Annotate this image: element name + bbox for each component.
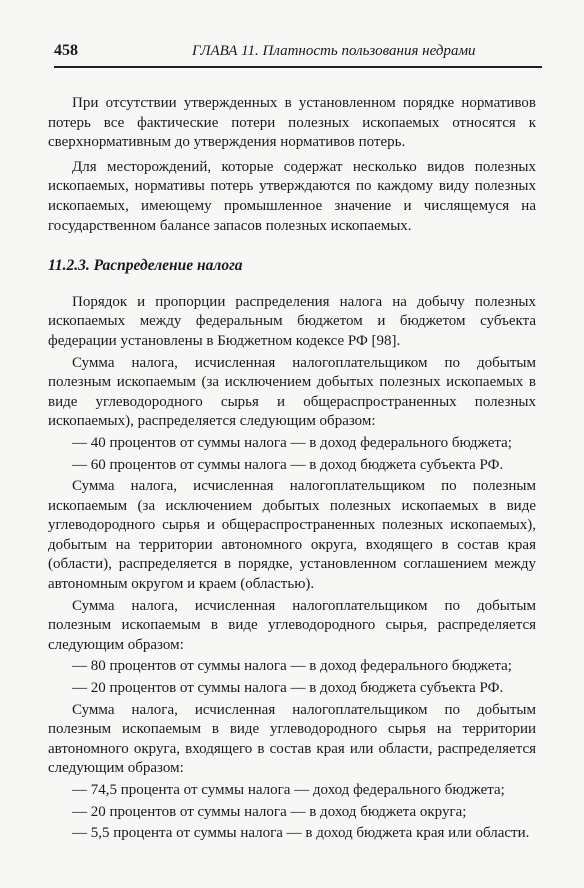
body-paragraph: Сумма налога, исчисленная налогоплательщиком по добытым полезным ископаемым в виде углеводородного сырья, распределяется следующим образом: [48, 597, 536, 653]
list-item: — 80 процентов от суммы налога — в доход федерального бюджета; [72, 658, 512, 675]
list-item: — 20 процентов от суммы налога — в доход бюджета округа; [72, 803, 467, 820]
list-item: — 20 процентов от суммы налога — в доход бюджета субъекта РФ. [72, 680, 504, 697]
body-paragraph: Сумма налога, исчисленная налогоплательщиком по добытым полезным ископаемым в виде углеводородного сырья на территории автономного округа, входящего в состав края или области, распределяется следующим образом: [48, 701, 536, 777]
intro-paragraph: Для месторождений, которые содержат несколько видов полезных ископаемых, нормативы потерь утверждаются по каждому виду полезных ископаемых, имеющему промышленное значение и числящемуся на государственном балансе запасов полезных ископаемых. [48, 158, 536, 234]
body-paragraph: Сумма налога, исчисленная налогоплательщиком по добытым полезным ископаемым (за исключением добытых полезных ископаемых в виде углеводородного сырья и общераспространенных полезных ископаемых), распределяется следующим образом: [48, 354, 536, 430]
list-item: — 5,5 процента от суммы налога — в доход бюджета края или области. [72, 825, 530, 842]
intro-paragraph: При отсутствии утвержденных в установленном порядке нормативов потерь все фактические потери полезных ископаемых относятся к сверхнормативным до утверждения нормативов потерь. [48, 95, 536, 151]
section-heading: 11.2.3. Распределение налога [48, 257, 243, 275]
body-paragraph: Порядок и пропорции распределения налога на добычу полезных ископаемых между федеральным бюджетом и бюджетом субъекта федерации установлены в Бюджетном кодексе РФ [98]. [48, 293, 536, 349]
running-title: ГЛАВА 11. Платность пользования недрами [192, 43, 476, 59]
page-header [40, 36, 544, 64]
list-item: — 40 процентов от суммы налога — в доход федерального бюджета; [72, 434, 512, 451]
list-item: — 74,5 процента от суммы налога — доход федерального бюджета; [72, 782, 505, 798]
header-rule [54, 66, 542, 68]
body-paragraph: Сумма налога, исчисленная налогоплательщиком по полезным ископаемым (за исключением добытых полезных ископаемых в виде углеводородного сырья и общераспространенных полезных ископаемых), добытым на территории автономного округа, входящего в состав края (области), распределяется в порядке, установленном соглашением между автономным округом и краем (областью). [48, 478, 536, 593]
list-item: — 60 процентов от суммы налога — в доход бюджета субъекта РФ. [72, 456, 504, 473]
page-number: 458 [54, 42, 78, 59]
page-body [48, 94, 536, 846]
